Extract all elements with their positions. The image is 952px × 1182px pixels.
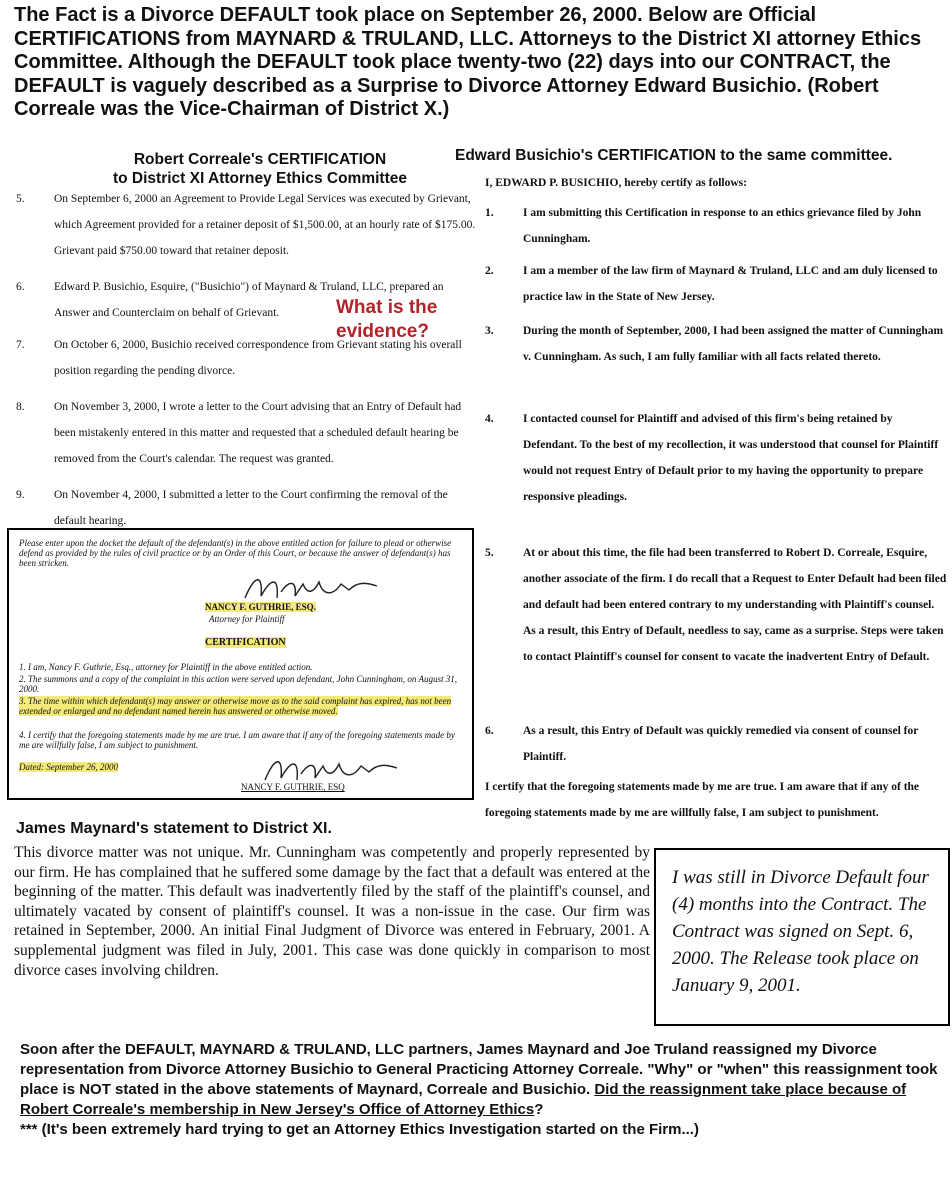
attorney-name [205,602,316,612]
dated-line [19,762,118,772]
certification-heading [205,638,286,648]
para-text: I am a member of the law firm of Maynard & Truland, LLC and am duly licensed to practice law in the State of New Jersey. [523,265,938,303]
default-request-text: Please enter upon the docket the default of the defendant(s) in the above entitled action for failure to plead or otherwise defend as provided by the rules of civil practice or by an Order of this Court, or because the answer of defendant(s) has been stricken. [19,538,452,568]
headline: The Fact is a Divorce DEFAULT took place on September 26, 2000. Below are Official CERTIFICATIONS from MAYNARD & TRULAND, LLC. Attorneys to the District XI attorney Ethics Committee. Although the DEFAULT took place twenty-two (22) days into our CONTRACT, the DEFAULT is vaguely described as a Surprise to Divorce Attorney Edward Busichio. (Robert Correale was the Vice-Chairman of District X.) [14,4,922,120]
para-number: 1. [485,207,494,219]
para-text: On November 4, 2000, I submitted a letter to the Court confirming the removal of the default hearing. [54,489,448,527]
para-text: On September 6, 2000 an Agreement to Provide Legal Services was executed by Grievant, which Agreement provided for a retainer deposit of $1,500.00, at an hourly rate of $175.00. Grievant paid $750.00 toward that retainer deposit. [54,193,476,257]
para-number: 8. [16,401,25,413]
left-heading-line2: to District XI Attorney Ethics Committee [113,170,407,187]
busichio-certification [485,170,949,825]
attorney-name-text: NANCY F. GUTHRIE, ESQ. [205,602,316,612]
para-number: 5. [485,547,494,559]
para-number: 5. [16,193,25,205]
correale-certification [14,186,478,531]
signature-icon [261,752,401,786]
evidence-callout: What is the evidence? [336,297,438,342]
para-number: 9. [16,489,25,501]
certification-heading-text: CERTIFICATION [205,637,286,648]
cert-item: 2. The summons and a copy of the complaint in this action were served upon defendant, John Cunningham, on August 31, 2000. [19,674,457,694]
left-heading [80,150,440,188]
para-text: I am submitting this Certification in response to an ethics grievance filed by John Cunningham. [523,207,922,245]
para-number: 3. [485,325,494,337]
para-number: 6. [485,725,494,737]
busichio-closing: I certify that the foregoing statements made by me are true. I am aware that if any of the foregoing statements made by me are willfully false, I am subject to punishment. [485,781,920,819]
attorney-title: Attorney for Plaintiff [209,614,285,624]
cert-item [19,696,463,716]
right-heading: Edward Busichio's CERTIFICATION to the same committee. [455,147,893,164]
para-number: 6. [16,281,25,293]
para-text: During the month of September, 2000, I had been assigned the matter of Cunningham v. Cunningham. As such, I am fully familiar with all facts related thereto. [523,325,944,363]
footer-question: Did the reassignment take place because of Robert Correale's membership in New Jersey's Office of Attorney Ethics [20,1081,907,1118]
contract-note: I was still in Divorce Default four (4) months into the Contract. The Contract was signed on Sept. 6, 2000. The Release took place on January 9, 2001. [654,848,950,1026]
para-number: 4. [485,413,494,425]
default-request-box [7,528,474,800]
maynard-body: This divorce matter was not unique. Mr. Cunningham was competently and properly represented by our firm. He has complained that he suffered some damage by the fact that a default was entered at the beginning of the matter. This default was inadvertently filed by the staff of the plaintiff's counsel, and ultimately vacated by consent of plaintiff's counsel. It was a non-issue in the case. Our firm was retained in September, 2000. An initial Final Judgment of Divorce was entered in February, 2001. A supplemental judgment was filed in July, 2001. This case was done quickly in comparison to most divorce cases involving children. [14,844,650,979]
cert-item: 4. I certify that the foregoing statements made by me are true. I am aware that if any of the foregoing statements made by me are willfully false, I am subject to punishment. [19,730,455,750]
para-text: On October 6, 2000, Busichio received correspondence from Grievant stating his overall position regarding the pending divorce. [54,339,462,377]
signature-icon [241,570,381,604]
footer-text: Soon after the DEFAULT, MAYNARD & TRULAND, LLC partners, James Maynard and Joe Truland reassigned my Divorce representation from Divorce Attorney Busichio to General Practicing Attorney Correale. "Why" or "when" this reassignment took place is NOT stated in the above statements of Maynard, Correale and Busichio. [20,1041,938,1098]
para-text: I contacted counsel for Plaintiff and advised of this firm's being retained by Defendant. To the best of my recollection, it was understood that counsel for Plaintiff would not request Entry of Default prior to my having the opportunity to prepare responsive pleadings. [523,413,939,503]
maynard-title: James Maynard's statement to District XI. [16,820,332,837]
left-heading-line1: Robert Correale's CERTIFICATION [133,151,387,168]
footer-last-line: *** (It's been extremely hard trying to get an Attorney Ethics Investigation started on the Firm...) [20,1121,699,1138]
footer-commentary [20,1040,940,1140]
para-text: On November 3, 2000, I wrote a letter to the Court advising that an Entry of Default had been mistakenly entered in this matter and requested that a scheduled default hearing be removed from the Court's calendar. The request was granted. [54,401,462,465]
footer-question-mark: ? [534,1101,544,1118]
para-number: 2. [485,265,494,277]
para-number: 7. [16,339,25,351]
cert-item: 1. I am, Nancy F. Guthrie, Esq., attorney for Plaintiff in the above entitled action. [19,662,313,672]
para-text: Edward P. Busichio, Esquire, ("Busichio") of Maynard & Truland, LLC, prepared an Answer and Counterclaim on behalf of Grievant. [54,281,444,319]
busichio-intro: I, EDWARD P. BUSICHIO, hereby certify as follows: [485,177,747,189]
attorney-name-2: NANCY F. GUTHRIE, ESQ [241,782,345,792]
cert-item-text: 3. The time within which defendant(s) may answer or otherwise move as to the said complaint has expired, has not been extended or enlarged and no defendant named herein has answered or otherwise moved. [19,696,452,716]
dated-text: Dated: September 26, 2000 [19,762,118,772]
para-text: At or about this time, the file had been transferred to Robert D. Correale, Esquire, another associate of the firm. I do recall that a Request to Enter Default had been filed and default had been entered contrary to my understanding with Plaintiff's counsel. As a result, this Entry of Default, needless to say, came as a surprise. Steps were taken to contact Plaintiff's counsel for consent to vacate the inadvertent Entry of Default. [523,547,947,663]
para-text: As a result, this Entry of Default was quickly remedied via consent of counsel for Plaintiff. [523,725,919,763]
